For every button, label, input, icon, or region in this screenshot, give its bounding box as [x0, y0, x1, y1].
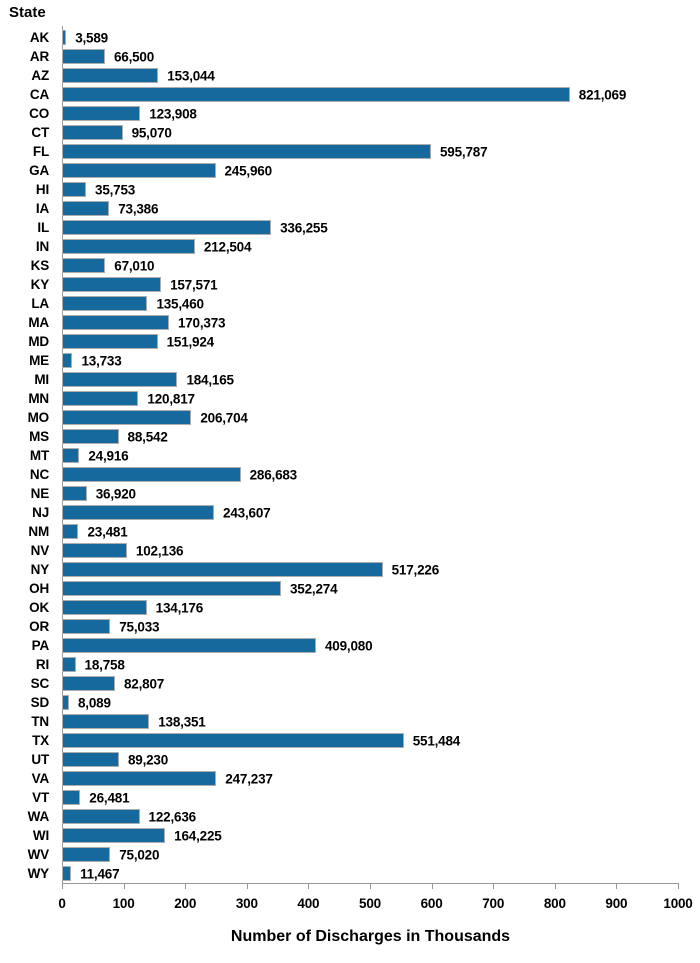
bar-row	[0, 560, 700, 579]
x-tick-label: 600	[420, 896, 443, 911]
state-label: SC	[30, 676, 49, 691]
bar-track	[62, 313, 679, 332]
state-label: OH	[29, 581, 49, 596]
bar	[62, 30, 66, 45]
bar-row	[0, 85, 700, 104]
state-label: GA	[29, 163, 49, 178]
state-label: RI	[35, 657, 49, 672]
value-label: 8,089	[77, 695, 111, 710]
state-label: MT	[29, 448, 49, 463]
x-tick-mark	[616, 883, 617, 889]
x-tick-mark	[308, 883, 309, 889]
bar-row	[0, 693, 700, 712]
x-tick-mark	[247, 883, 248, 889]
state-label: IN	[35, 239, 49, 254]
bar-track	[62, 484, 679, 503]
bar-track	[62, 332, 679, 351]
bar-row	[0, 180, 700, 199]
state-label: AZ	[31, 68, 49, 83]
bar-track	[62, 465, 679, 484]
bar-track	[62, 408, 679, 427]
bar	[62, 581, 281, 596]
bar-track	[62, 66, 679, 85]
bar-row	[0, 389, 700, 408]
bar-row	[0, 161, 700, 180]
bar	[62, 562, 383, 577]
value-label: 595,787	[440, 144, 488, 159]
value-label: 23,481	[87, 524, 128, 539]
bar	[62, 866, 71, 881]
x-tick-label: 700	[482, 896, 505, 911]
state-label: NM	[28, 524, 49, 539]
bar-row	[0, 142, 700, 161]
bar	[62, 334, 158, 349]
bar	[62, 372, 177, 387]
bar-row	[0, 807, 700, 826]
value-label: 245,960	[224, 163, 272, 178]
state-label: NY	[30, 562, 49, 577]
bar-track	[62, 503, 679, 522]
bar-row	[0, 28, 700, 47]
state-label: MI	[34, 372, 49, 387]
x-tick-label: 500	[359, 896, 381, 911]
bar	[62, 68, 158, 83]
bar-row	[0, 617, 700, 636]
value-label: 82,807	[124, 676, 165, 691]
bar	[62, 467, 241, 482]
bar	[62, 790, 80, 805]
bar-row	[0, 864, 700, 883]
bar-track	[62, 769, 679, 788]
value-label: 102,136	[135, 543, 184, 558]
bar-track	[62, 617, 679, 636]
bar-row	[0, 66, 700, 85]
state-label: AK	[29, 30, 49, 45]
bar-row	[0, 237, 700, 256]
bar	[62, 315, 169, 330]
x-tick-mark	[493, 883, 494, 889]
state-label: NV	[30, 543, 49, 558]
state-label: MN	[28, 391, 49, 406]
value-label: 3,589	[75, 30, 108, 45]
bar-row	[0, 104, 700, 123]
bar-row	[0, 769, 700, 788]
value-label: 75,033	[119, 619, 160, 634]
state-label: CA	[29, 87, 49, 102]
bar-row	[0, 750, 700, 769]
bar	[62, 182, 86, 197]
bar-track	[62, 256, 679, 275]
bar-track	[62, 199, 679, 218]
bar	[62, 163, 216, 178]
bar-row	[0, 655, 700, 674]
bar-track	[62, 788, 679, 807]
bar	[62, 733, 404, 748]
bar	[62, 258, 105, 273]
state-label: MO	[27, 410, 49, 425]
state-label: MS	[29, 429, 49, 444]
bar	[62, 353, 72, 368]
bar-track	[62, 104, 679, 123]
x-tick-label: 400	[297, 896, 320, 911]
x-axis-title: Number of Discharges in Thousands	[230, 928, 511, 945]
x-tick-mark	[678, 883, 679, 889]
bar	[62, 106, 140, 121]
bar-row	[0, 598, 700, 617]
bar-track	[62, 807, 679, 826]
bar	[62, 448, 79, 463]
value-label: 95,070	[131, 125, 172, 140]
bar	[62, 505, 214, 520]
state-label: VT	[32, 790, 49, 805]
bar	[62, 429, 119, 444]
value-label: 35,753	[95, 182, 136, 197]
state-label: PA	[31, 638, 49, 653]
value-label: 11,467	[80, 866, 120, 881]
state-label: NE	[30, 486, 49, 501]
bar-track	[62, 750, 679, 769]
bar-row	[0, 313, 700, 332]
state-label: MD	[28, 334, 49, 349]
bar-row	[0, 256, 700, 275]
bar	[62, 277, 161, 292]
state-label: WA	[27, 809, 49, 824]
y-axis-header: State	[9, 4, 46, 21]
bar	[62, 201, 109, 216]
value-label: 551,484	[412, 733, 461, 748]
bar	[62, 695, 69, 710]
bar-track	[62, 275, 679, 294]
value-label: 517,226	[391, 562, 440, 577]
value-label: 184,165	[186, 372, 234, 387]
bar-row	[0, 332, 700, 351]
bar	[62, 144, 431, 159]
bar-track	[62, 674, 679, 693]
x-tick-mark	[432, 883, 433, 889]
bar-track	[62, 28, 679, 47]
bar	[62, 809, 140, 824]
bar-track	[62, 161, 679, 180]
bar-track	[62, 731, 679, 750]
bar-row	[0, 674, 700, 693]
value-label: 138,351	[158, 714, 206, 729]
bar	[62, 410, 191, 425]
bar-row	[0, 123, 700, 142]
bar-row	[0, 636, 700, 655]
bar-row	[0, 218, 700, 237]
bar-track	[62, 712, 679, 731]
bar	[62, 87, 570, 102]
value-label: 286,683	[249, 467, 297, 482]
bar	[62, 676, 115, 691]
bar	[62, 296, 147, 311]
value-label: 122,636	[148, 809, 196, 824]
x-tick-label: 1000	[663, 896, 693, 911]
state-label: IA	[35, 201, 49, 216]
bar-row	[0, 199, 700, 218]
bar	[62, 220, 271, 235]
x-tick-label: 0	[58, 896, 66, 911]
bar-track	[62, 218, 679, 237]
bar-row	[0, 541, 700, 560]
state-label: NC	[29, 467, 49, 482]
value-label: 153,044	[167, 68, 215, 83]
bar	[62, 125, 123, 140]
bar-row	[0, 446, 700, 465]
bar-track	[62, 541, 679, 560]
bar-row	[0, 484, 700, 503]
value-label: 151,924	[166, 334, 214, 349]
state-label: TX	[32, 733, 49, 748]
bar-row	[0, 294, 700, 313]
value-label: 243,607	[223, 505, 271, 520]
bar	[62, 714, 149, 729]
bar-track	[62, 351, 679, 370]
state-label: FL	[32, 144, 49, 159]
bar-row	[0, 826, 700, 845]
bar-track	[62, 294, 679, 313]
bar	[62, 543, 127, 558]
bar-track	[62, 826, 679, 845]
x-tick-label: 900	[605, 896, 628, 911]
value-label: 89,230	[127, 752, 169, 767]
bar-track	[62, 446, 679, 465]
plot-area	[0, 28, 700, 883]
bar-row	[0, 579, 700, 598]
value-label: 75,020	[119, 847, 160, 862]
bar-track	[62, 522, 679, 541]
value-label: 123,908	[149, 106, 197, 121]
value-label: 821,069	[578, 87, 627, 102]
x-tick-label: 800	[543, 896, 566, 911]
bar	[62, 391, 138, 406]
bar	[62, 828, 165, 843]
bar	[62, 239, 195, 254]
state-label: ME	[29, 353, 49, 368]
bar-row	[0, 47, 700, 66]
state-label: KY	[30, 277, 49, 292]
bar-row	[0, 712, 700, 731]
value-label: 134,176	[155, 600, 204, 615]
value-label: 66,500	[113, 49, 155, 64]
bar-track	[62, 655, 679, 674]
x-tick-mark	[185, 883, 186, 889]
bar-row	[0, 408, 700, 427]
value-label: 336,255	[280, 220, 328, 235]
bar-row	[0, 731, 700, 750]
state-label: CT	[31, 125, 49, 140]
bar-track	[62, 123, 679, 142]
state-label: UT	[31, 752, 49, 767]
bar	[62, 657, 76, 672]
state-label: LA	[31, 296, 49, 311]
bar-row	[0, 522, 700, 541]
state-label: NJ	[32, 505, 49, 520]
value-label: 24,916	[88, 448, 129, 463]
bar-track	[62, 389, 679, 408]
value-label: 13,733	[81, 353, 122, 368]
bar-track	[62, 845, 679, 864]
bar-track	[62, 142, 679, 161]
x-tick-mark	[124, 883, 125, 889]
bar-track	[62, 693, 679, 712]
bar-track	[62, 598, 679, 617]
value-label: 170,373	[177, 315, 226, 330]
bar-track	[62, 864, 679, 883]
bar-row	[0, 275, 700, 294]
bar-track	[62, 85, 679, 104]
bar	[62, 486, 87, 501]
bar-row	[0, 465, 700, 484]
state-label: CO	[29, 106, 49, 121]
bar-track	[62, 427, 679, 446]
state-label: OK	[29, 600, 49, 615]
bar-track	[62, 560, 679, 579]
value-label: 409,080	[324, 638, 373, 653]
bar	[62, 771, 216, 786]
state-label: AR	[29, 49, 49, 64]
state-label: SD	[30, 695, 49, 710]
x-tick-label: 100	[112, 896, 135, 911]
bar-row	[0, 788, 700, 807]
bar-track	[62, 636, 679, 655]
bar-row	[0, 351, 700, 370]
bar-row	[0, 503, 700, 522]
x-tick-mark	[555, 883, 556, 889]
state-label: TN	[31, 714, 49, 729]
value-label: 120,817	[147, 391, 195, 406]
bar	[62, 524, 78, 539]
bar-row	[0, 427, 700, 446]
bar	[62, 600, 147, 615]
bar	[62, 752, 119, 767]
x-tick-mark	[62, 883, 63, 889]
bar	[62, 619, 110, 634]
value-label: 67,010	[114, 258, 155, 273]
value-label: 164,225	[174, 828, 222, 843]
state-label: MA	[28, 315, 49, 330]
value-label: 157,571	[170, 277, 218, 292]
x-tick-label: 200	[174, 896, 197, 911]
state-label: OR	[29, 619, 49, 634]
value-label: 135,460	[156, 296, 204, 311]
state-label: IL	[37, 220, 49, 235]
value-label: 247,237	[225, 771, 273, 786]
value-label: 206,704	[200, 410, 248, 425]
state-label: KS	[30, 258, 49, 273]
value-label: 73,386	[118, 201, 159, 216]
bar	[62, 638, 316, 653]
bar-track	[62, 370, 679, 389]
value-label: 36,920	[95, 486, 136, 501]
x-tick-label: 300	[235, 896, 258, 911]
bar-row	[0, 845, 700, 864]
state-label: WV	[27, 847, 49, 862]
value-label: 26,481	[89, 790, 130, 805]
state-label: WY	[27, 866, 49, 881]
bar-track	[62, 237, 679, 256]
state-label: VA	[31, 771, 49, 786]
bar-track	[62, 47, 679, 66]
bar	[62, 847, 110, 862]
state-label: WI	[32, 828, 49, 843]
value-label: 88,542	[127, 429, 168, 444]
value-label: 352,274	[290, 581, 338, 596]
bar	[62, 49, 105, 64]
x-tick-mark	[370, 883, 371, 889]
state-label: HI	[35, 182, 49, 197]
value-label: 212,504	[203, 239, 252, 254]
bar-track	[62, 579, 679, 598]
value-label: 18,758	[84, 657, 125, 672]
bar-track	[62, 180, 679, 199]
bar-row	[0, 370, 700, 389]
